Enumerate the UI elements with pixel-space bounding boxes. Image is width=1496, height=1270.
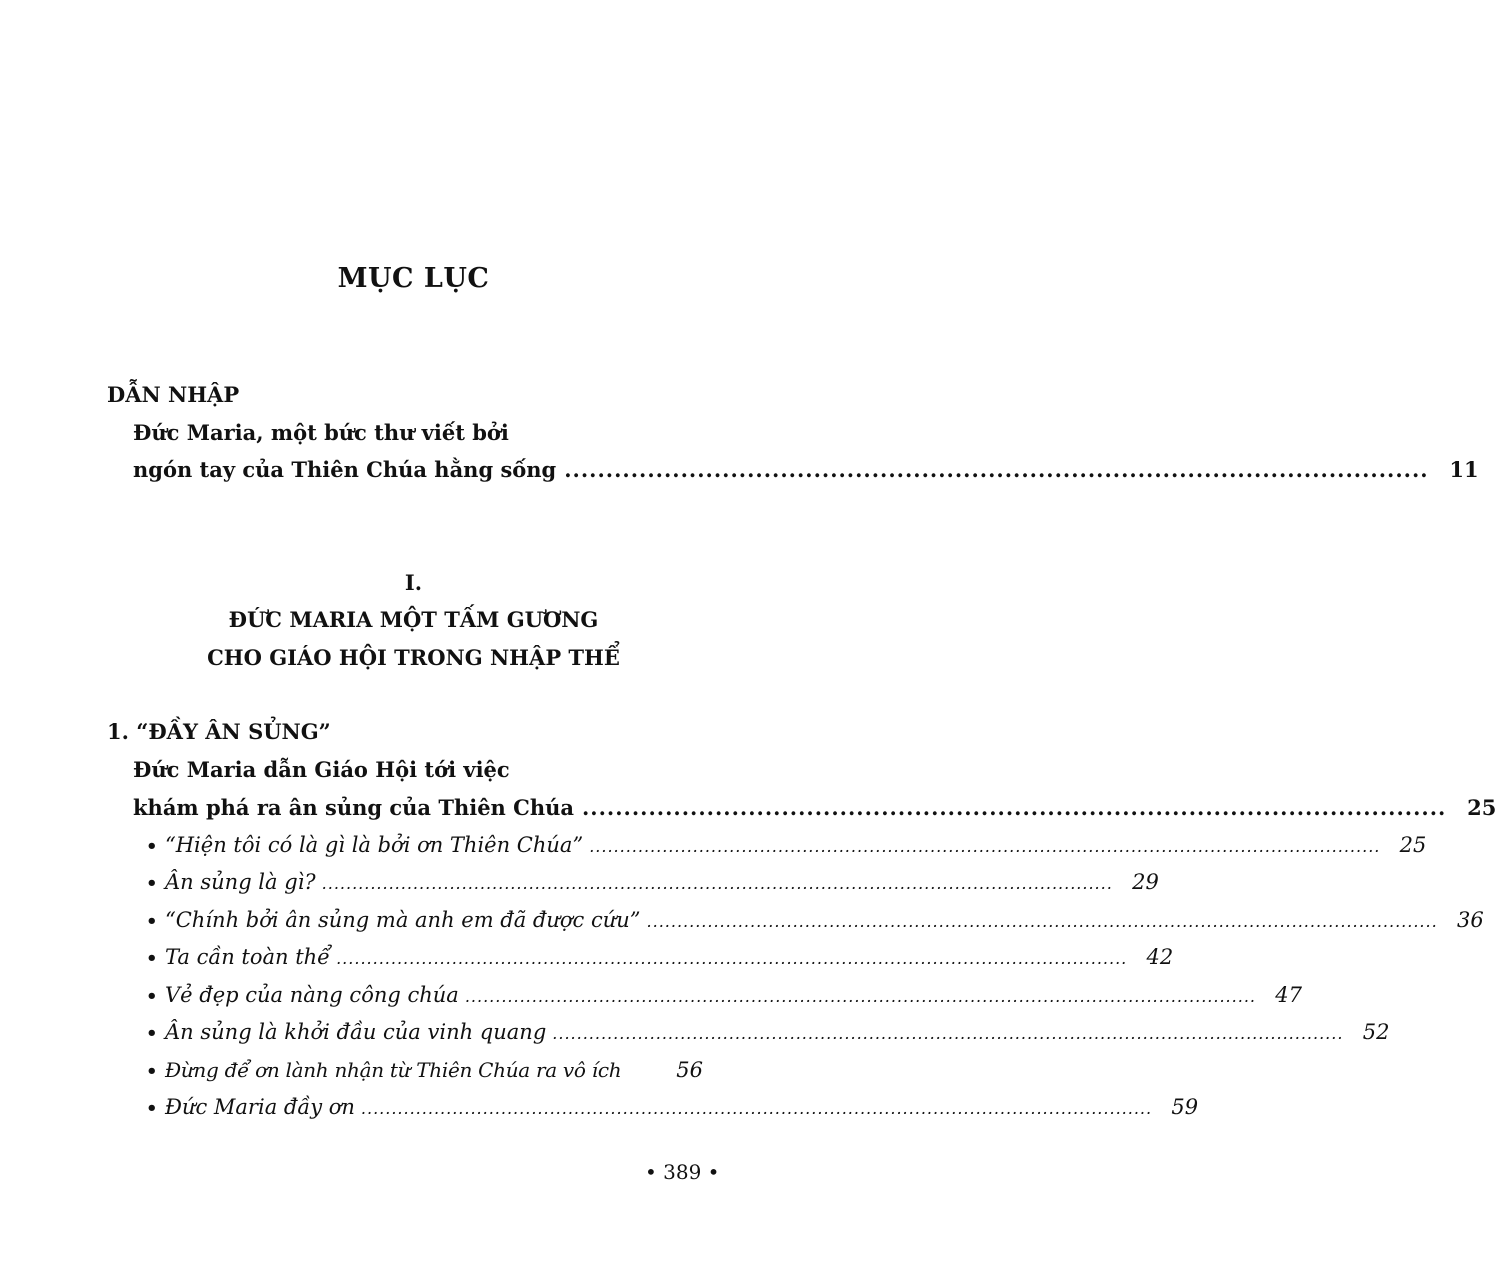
toc-item-page: 36 bbox=[1456, 908, 1484, 932]
dot-leader: .................................................................................................................................. bbox=[552, 1024, 1344, 1043]
bullet-icon: • bbox=[146, 911, 158, 932]
toc-item-text: Đừng để ơn lành nhận từ Thiên Chúa ra vô ích bbox=[165, 1058, 622, 1082]
toc-item bbox=[146, 945, 1174, 969]
dot-leader: .................................................................................................................................. bbox=[464, 987, 1256, 1006]
toc-item-text: Ân sủng là gì? bbox=[165, 870, 316, 894]
toc-item-page: 29 bbox=[1132, 870, 1159, 894]
toc-item-text: Đức Maria đầy ơn bbox=[165, 1095, 355, 1119]
toc-item-page: 25 bbox=[1399, 833, 1427, 857]
toc-item bbox=[146, 908, 1484, 932]
dot-leader: ........................................................................................................ bbox=[582, 795, 1447, 820]
part-numeral: I. bbox=[404, 570, 423, 595]
toc-item bbox=[146, 870, 1159, 894]
toc-item-page: 47 bbox=[1275, 983, 1302, 1007]
dot-leader: .................................................................................................................................. bbox=[336, 949, 1128, 968]
toc-item-text: Ân sủng là khởi đầu của vinh quang bbox=[165, 1020, 547, 1044]
toc-item-page: 42 bbox=[1146, 945, 1174, 969]
part-title-line2: CHO GIÁO HỘI TRONG NHẬP THỂ bbox=[207, 645, 620, 670]
chapter-entry-line2: khám phá ra ân sủng của Thiên Chúa bbox=[133, 795, 574, 820]
page-title: MỤC LỤC bbox=[337, 263, 490, 294]
bullet-icon: • bbox=[146, 836, 158, 857]
bullet-icon: • bbox=[146, 986, 158, 1007]
toc-item-text: “Hiện tôi có là gì là bởi ơn Thiên Chúa” bbox=[165, 833, 584, 857]
toc-item-text: “Chính bởi ân sủng mà anh em đã được cứu” bbox=[165, 908, 641, 932]
toc-item-page: 52 bbox=[1362, 1020, 1390, 1044]
intro-entry-line2: ngón tay của Thiên Chúa hằng sống bbox=[133, 457, 557, 482]
dot-leader: .................................................................................................................................. bbox=[589, 837, 1381, 856]
bullet-icon: • bbox=[146, 1098, 158, 1119]
toc-item-text: Vẻ đẹp của nàng công chúa bbox=[165, 983, 459, 1007]
dot-leader: ........................................................................................................ bbox=[564, 457, 1429, 482]
toc-item bbox=[146, 833, 1427, 857]
toc-item bbox=[146, 1095, 1199, 1119]
toc-item-page: 56 bbox=[676, 1058, 703, 1082]
toc-item-page: 59 bbox=[1171, 1095, 1199, 1119]
toc-item-text: Ta cần toàn thể bbox=[165, 945, 331, 969]
chapter-entry bbox=[133, 795, 1496, 820]
chapter-heading: 1. “ĐẦY ÂN SỦNG” bbox=[107, 719, 331, 744]
page-number: • 389 • bbox=[645, 1160, 720, 1184]
dot-leader: .................................................................................................................................. bbox=[321, 874, 1113, 893]
part-title-line1: ĐỨC MARIA MỘT TẤM GƯƠNG bbox=[228, 607, 599, 632]
bullet-icon: • bbox=[146, 1023, 158, 1044]
toc-item bbox=[146, 983, 1302, 1007]
intro-entry bbox=[133, 457, 1479, 482]
intro-page-number: 11 bbox=[1449, 457, 1479, 482]
chapter-entry-line1: Đức Maria dẫn Giáo Hội tới việc bbox=[133, 757, 510, 782]
toc-item bbox=[146, 1058, 703, 1082]
toc-item bbox=[146, 1020, 1390, 1044]
bullet-icon: • bbox=[146, 873, 158, 894]
bullet-icon: • bbox=[146, 1061, 158, 1082]
chapter-page-number: 25 bbox=[1467, 795, 1496, 820]
intro-entry-line1: Đức Maria, một bức thư viết bởi bbox=[133, 420, 509, 445]
dot-leader: .................................................................................................................................. bbox=[360, 1099, 1153, 1118]
bullet-icon: • bbox=[146, 948, 158, 969]
dot-leader: .................................................................................................................................. bbox=[646, 912, 1438, 931]
intro-heading: DẪN NHẬP bbox=[107, 382, 240, 407]
